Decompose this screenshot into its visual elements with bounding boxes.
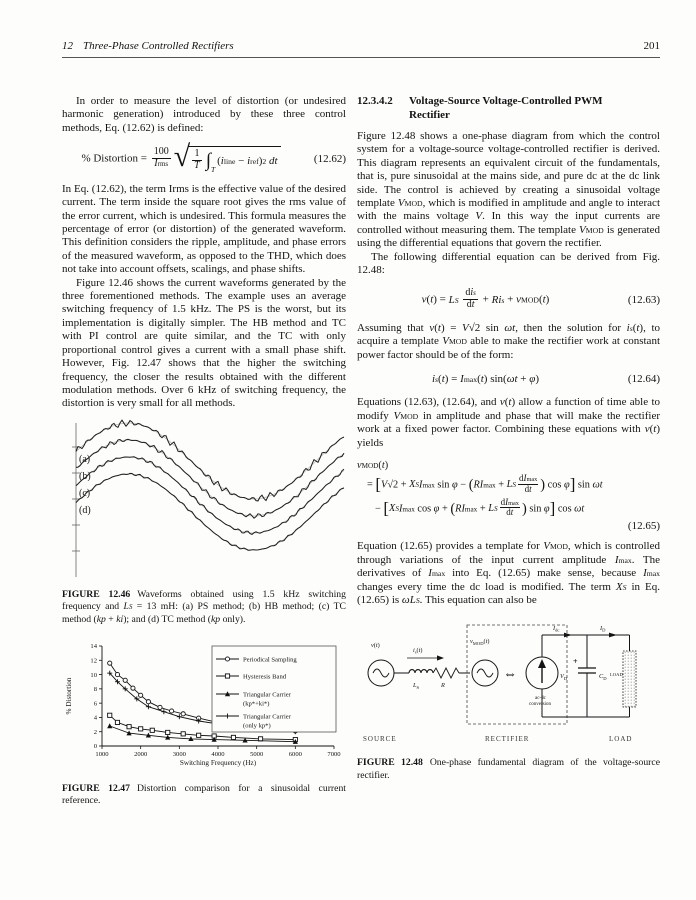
source-voltage-label: v(t) [371, 642, 380, 650]
equation-12-62 [62, 140, 346, 174]
waveform-label: (d) [79, 504, 91, 516]
left-column [62, 95, 346, 817]
legend-label-2: (only kp*) [243, 722, 271, 730]
up-arrow [538, 659, 546, 668]
double-arrow-glyph: ⇔ [503, 667, 517, 683]
legend-label: Periodical Sampling [243, 656, 297, 664]
paragraph: Figure 12.46 shows the current waveforms generated by the three forementioned methods. The example uses an average switching frequency of 1.5 kHz. The PS is the worst, but its implementation is digitally simpler. The HB method and TC with PI control are quite similar, and the TC with only proportional control gives a current with a small phase shift. However, Fig. 12.47 shows that the higher the switching frequency, the closer the results obtained with the different modulation methods. Over 6 kHz of switching frequency, the distortion is very small for all methods. [62, 276, 346, 410]
svg-text:2: 2 [93, 728, 97, 736]
page-number: 201 [643, 40, 660, 52]
rectifier-zone-label: RECTIFIER [485, 735, 530, 744]
chapter-title: 12 Three-Phase Controlled Rectifiers [62, 40, 234, 52]
load-box [623, 651, 636, 707]
cd-label: $C_D$ [599, 673, 607, 682]
equation-number: (12.62) [313, 153, 346, 166]
current-waveform [76, 470, 344, 550]
svg-text:14: 14 [90, 643, 97, 651]
paragraph: The following differential equation can be derived from Fig. 12.48: [357, 250, 660, 277]
acdc-label-1: ac-dc [535, 696, 546, 702]
equation-number: (12.63) [627, 293, 660, 306]
idc-label: $I_{dc}$ [553, 625, 560, 633]
circuit-diagram [357, 621, 657, 749]
resistance-label: R [441, 682, 445, 690]
svg-text:7000: 7000 [327, 750, 341, 758]
figure-caption: FIGURE 12.48 One-phase fundamental diagram of the voltage-source rectifier. [357, 757, 660, 781]
right-column [357, 95, 660, 792]
id-arrow [609, 633, 617, 638]
section-number: 12.3.4.2 [357, 95, 393, 107]
figure-tag: FIGURE 12.46 [62, 588, 131, 600]
figure-caption: FIGURE 12.46 Waveforms obtained using 1.5 kHz switching frequency and $L_S = 13$ mH: (a) PS method; (b) HB method; (c) TC method (kp + ki); and (d) TC method (kp only). [62, 588, 346, 625]
equation-line: $v_{MOD}(t)$ [357, 459, 389, 471]
paragraph: In order to measure the level of distortion (or undesired harmonic generation) introduced by these three control methods, Eq. (12.62) is defined: [62, 95, 346, 134]
paragraph: Assuming that v(t) = V√2 sin ωt, then the solution for $i_s(t)$, to acquire a template $V_{MOD}$ able to make the rectifier work at constant power factor should be of the form: [357, 322, 660, 361]
svg-text:6000: 6000 [288, 750, 302, 758]
sine-glyph [477, 669, 493, 677]
load-zone-label: LOAD [609, 735, 633, 744]
equation-number: (12.64) [627, 373, 660, 386]
x-axis-label: Switching Frequency (Hz) [179, 758, 257, 767]
svg-text:3000: 3000 [172, 750, 186, 758]
figure-caption: FIGURE 12.47 Distortion comparison for a sinusoidal current reference. [62, 782, 346, 807]
svg-text:10: 10 [90, 671, 97, 679]
equation-12-64 [357, 373, 660, 385]
equation-line: = [$V√2 + X_SI_{max}$ $\sin \varphi - (RI_{max} + L_S$ $\frac{dI_{max}}{dt}$ ) cos φ] sin ωt [367, 472, 603, 494]
sine-glyph [373, 669, 389, 677]
id-label: $I_D$ [600, 625, 606, 633]
section-title: Voltage-Source Voltage-Controlled PWM Rectifier [409, 95, 603, 121]
chapter-number: 12 [62, 40, 73, 52]
legend-label-2: (kp*+ki*) [243, 700, 270, 708]
paragraph: Figure 12.48 shows a one-phase diagram from which the control system for a voltage-source voltage-controlled rectifier is derived. This diagram represents an equivalent circuit of the fundamentals, that is, pure sinusoidal at the mains side, and pure dc at the dc link side. The control is achieved by creating a sinusoidal voltage template $V_{MOD}$, which is modified in amplitude and angle to interact with the mains voltage V. In this way the input currents are controlled without measuring them. The template $V_{MOD}$ is generated using the differential equations that govern the rectifier. [357, 130, 661, 250]
vd-label: $V_D$ [560, 673, 568, 682]
line-current-label: $i_s(t)$ [413, 647, 423, 655]
waveform-label: (c) [79, 487, 91, 499]
plus-sign: + [573, 657, 578, 667]
svg-text:4: 4 [93, 714, 97, 722]
svg-text:5000: 5000 [250, 750, 264, 758]
figure-tag: FIGURE 12.47 [62, 782, 130, 794]
equation-line: − [$X_SI_{max}$ $\cos \varphi + (RI_{max} + L_S$ $\frac{dI_{max}}{dt}$ ) sin φ] cos ωt [375, 496, 585, 518]
legend-label: Triangular Carrier [243, 713, 291, 721]
waveform-label: (b) [79, 470, 91, 482]
paragraph: Equations (12.63), (12.64), and v(t) allow a function of time able to modify $V_{MOD}$ in amplitude and phase that will make the rectifier work at a fixed power factor. Combining these equations with v(t) yields [357, 396, 660, 449]
source-zone-label: SOURCE [363, 735, 397, 744]
figure-12-48 [357, 621, 660, 782]
distortion-chart [62, 638, 354, 770]
svg-text:0: 0 [93, 743, 97, 751]
legend-label: Hysteresis Band [243, 673, 287, 681]
equation-number: (12.65) [627, 520, 660, 533]
svg-text:2000: 2000 [134, 750, 148, 758]
section-heading [357, 95, 660, 122]
equation-12-63 [357, 288, 660, 311]
waveform-label: (a) [79, 453, 91, 465]
reference-sine [76, 423, 344, 499]
inductor-symbol [409, 670, 433, 673]
resistor-symbol [433, 668, 459, 678]
y-axis-label: % Distortion [65, 677, 73, 715]
equation-body: $v(t) = L_S$ $\frac{di_s}{dt}$ + $Ri_s + v_{MOD}(t)$ [421, 287, 550, 311]
idc-arrow [564, 633, 572, 638]
svg-text:4000: 4000 [211, 750, 225, 758]
vmod-label: $v_{MOD}(t)$ [470, 638, 490, 647]
figure-12-47 [62, 638, 346, 808]
running-head [62, 40, 660, 58]
inductance-label: $L_S$ [413, 682, 420, 691]
paragraph: Equation (12.65) provides a template for $V_{MOD}$, which is controlled through variations of the input current amplitude $I_{max}$. The derivatives of $I_{max}$ into Eq. (12.65) make sense, because $I_{max}$ changes every time the dc load is modified. The term $X_S$ in Eq. (12.65) is $\omega L_S$. This equation can also be [357, 540, 661, 606]
load-small-label: LOAD [610, 672, 623, 678]
legend-label: Triangular Carrier [243, 691, 291, 699]
acdc-label-2: conversion [529, 702, 551, 708]
svg-text:1000: 1000 [95, 750, 109, 758]
figure-tag: FIGURE 12.48 [357, 757, 423, 769]
equation-12-65 [357, 460, 660, 532]
svg-text:8: 8 [93, 685, 97, 693]
figure-12-46 [62, 419, 346, 626]
paragraph: In Eq. (12.62), the term Irms is the effective value of the desired current. The term inside the square root gives the rms value of the error current, which is undesired. This formula measures the percentage of error (or distortion) of the generated waveform. This definition considers the ripple, amplitude, and phase errors of the measured waveform, as opposed to the THD, which does not take into account offsets, scalings, and phase shifts. [62, 182, 346, 276]
waveforms-figure [62, 419, 346, 581]
equation-body: $i_s(t) = I_{max}(t) \sin(\omega t + \varphi)$ [431, 373, 540, 386]
svg-text:6: 6 [93, 700, 97, 708]
svg-text:12: 12 [90, 657, 97, 665]
equation-body: % Distortion = $\frac{100}{I_{rms}}$ √ $\frac{1}{T}$ ∫ T $(i_{line} - i_{ref})^2$ dt [62, 146, 300, 172]
current-arrow [437, 656, 444, 661]
